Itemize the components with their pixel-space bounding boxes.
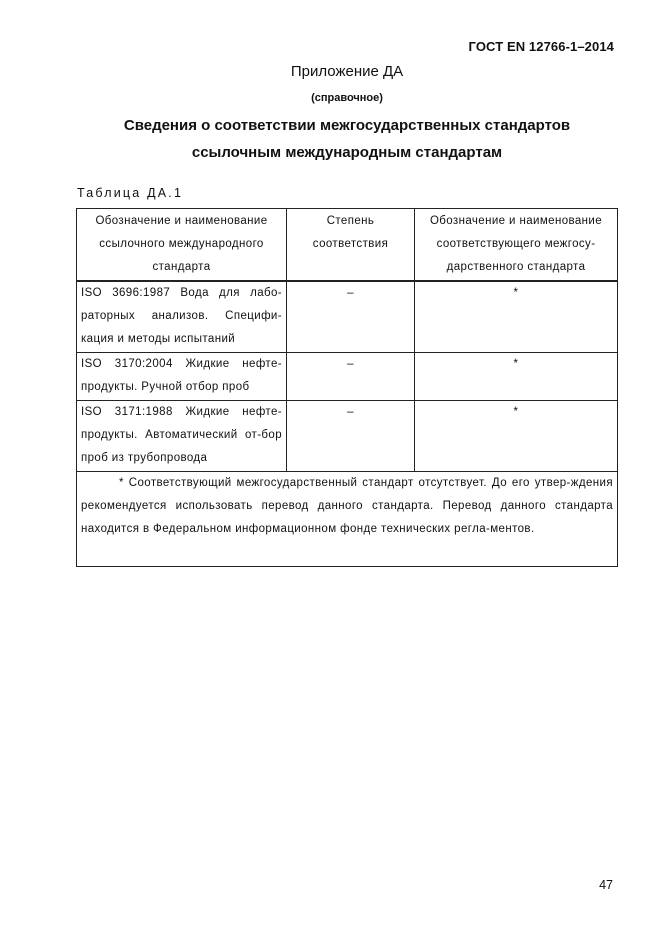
degree-cell: – [287, 401, 415, 472]
table-row [77, 401, 618, 472]
heading-line-2: ссылочным международным стандартам [191, 144, 503, 161]
table-footnote: * Соответствующий межгосударственный стандарт отсутствует. До его утвер-ждения рекомендуется использовать перевод данного стандарта. Перевод данного стандарта находится в Федеральном информационном фонде технических регла-ментов. [77, 472, 618, 567]
national-standard-cell: * [415, 281, 618, 353]
appendix-title: Приложение ДА [290, 63, 404, 80]
table-caption: Таблица ДА.1 [77, 186, 184, 200]
reference-standard-cell: ISO 3171:1988 Жидкие нефте-продукты. Автоматический от-бор проб из трубопровода [77, 401, 287, 472]
correspondence-table [76, 208, 618, 567]
table-row [77, 353, 618, 401]
appendix-heading [0, 112, 662, 166]
header-national-standard: Обозначение и наименование соответствующего межгосу-дарственного стандарта [415, 209, 618, 282]
heading-line-1: Сведения о соответствии межгосударственных стандартов [123, 117, 571, 134]
appendix-kind: (справочное) [311, 92, 383, 104]
degree-cell: – [287, 281, 415, 353]
national-standard-cell: * [415, 401, 618, 472]
national-standard-cell: * [415, 353, 618, 401]
reference-standard-cell: ISO 3696:1987 Вода для лабо-раторных анализов. Специфи-кация и методы испытаний [77, 281, 287, 353]
header-degree: Степень соответствия [287, 209, 415, 282]
degree-cell: – [287, 353, 415, 401]
reference-standard-cell: ISO 3170:2004 Жидкие нефте-продукты. Ручной отбор проб [77, 353, 287, 401]
document-code: ГОСТ EN 12766-1–2014 [468, 39, 614, 54]
page-number: 47 [599, 878, 613, 892]
table-row [77, 281, 618, 353]
table-header-row [77, 209, 618, 282]
header-reference-standard: Обозначение и наименование ссылочного международного стандарта [77, 209, 287, 282]
table-footnote-row [77, 472, 618, 567]
